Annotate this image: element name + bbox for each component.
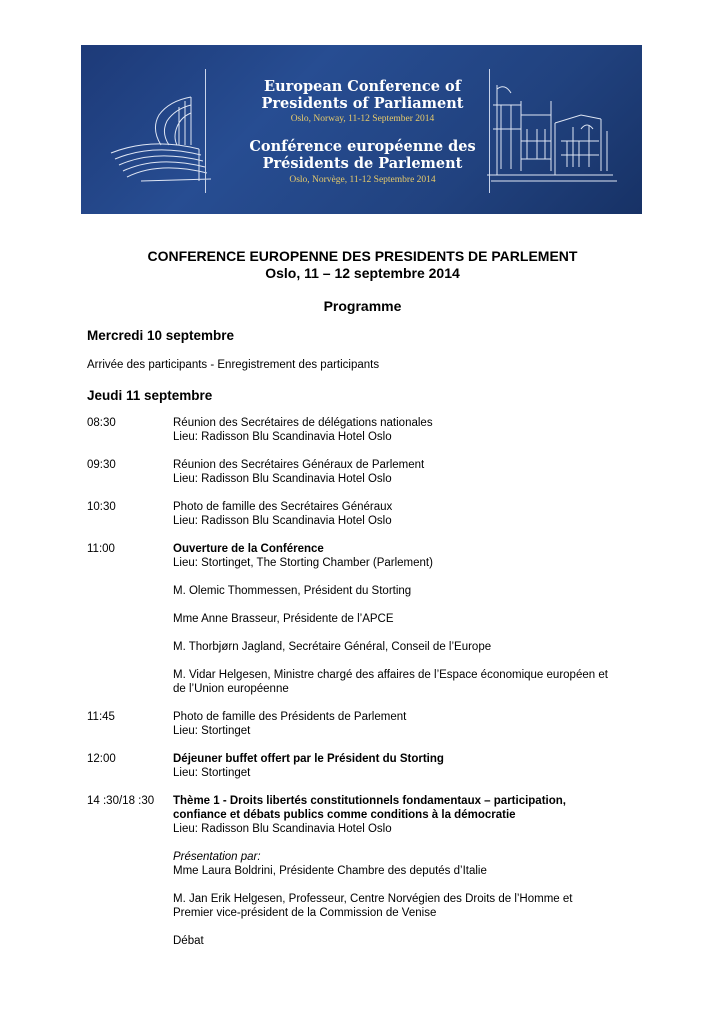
- session-time: 12:00: [87, 753, 116, 765]
- session-title: Réunion des Secrétaires Généraux de Parlement: [173, 459, 425, 471]
- session-time: 14 :30/18 :30: [87, 795, 155, 807]
- session-venue: Lieu: Radisson Blu Scandinavia Hotel Oslo: [173, 473, 392, 485]
- session-venue: Lieu: Stortinget: [173, 725, 251, 737]
- session-time: 11:45: [87, 711, 115, 723]
- speaker-line: Mme Anne Brasseur, Présidente de l’APCE: [173, 613, 394, 625]
- session-venue: Lieu: Stortinget, The Storting Chamber (Parlement): [173, 557, 433, 569]
- session-title: Ouverture de la Conférence: [173, 543, 324, 555]
- speaker-line: M. Olemic Thommessen, Président du Storting: [173, 585, 412, 597]
- storting-building-icon: [81, 45, 642, 214]
- speaker-line: M. Thorbjørn Jagland, Secrétaire Général, Conseil de l’Europe: [173, 641, 492, 653]
- speaker-line: de l’Union européenne: [173, 683, 289, 695]
- speaker-line: Premier vice-président de la Commission de Venise: [173, 907, 437, 919]
- session-venue: Lieu: Radisson Blu Scandinavia Hotel Oslo: [173, 431, 392, 443]
- speaker-line: M. Vidar Helgesen, Ministre chargé des affaires de l’Espace économique européen et: [173, 669, 608, 681]
- debate-line: Débat: [173, 935, 204, 947]
- banner-title-en-1: European Conference of: [264, 78, 461, 95]
- banner-title-fr-1: Conférence européenne des: [249, 138, 476, 155]
- session-venue: Lieu: Stortinget: [173, 767, 251, 779]
- speaker-line: M. Jan Erik Helgesen, Professeur, Centre Norvégien des Droits de l’Homme et: [173, 893, 573, 905]
- session-time: 09:30: [87, 459, 116, 471]
- session-title: Photo de famille des Présidents de Parlement: [173, 711, 407, 723]
- banner-subtitle-fr: Oslo, Norvège, 11-12 Septembre 2014: [289, 175, 436, 185]
- session-venue: Lieu: Radisson Blu Scandinavia Hotel Oslo: [173, 823, 392, 835]
- presentation-label: Présentation par:: [173, 851, 261, 863]
- session-title: Réunion des Secrétaires de délégations nationales: [173, 417, 433, 429]
- banner-subtitle-en: Oslo, Norway, 11-12 September 2014: [290, 114, 435, 124]
- day-heading-thursday: Jeudi 11 septembre: [87, 388, 213, 403]
- speaker-line: Mme Laura Boldrini, Présidente Chambre des deputés d’Italie: [173, 865, 487, 877]
- session-title: Déjeuner buffet offert par le Président du Storting: [173, 753, 444, 765]
- programme-heading: Programme: [323, 298, 402, 314]
- session-title: Thème 1 - Droits libertés constitutionnels fondamentaux – participation,: [173, 795, 566, 807]
- document-date: Oslo, 11 – 12 septembre 2014: [265, 265, 460, 281]
- banner-title-fr-2: Présidents de Parlement: [262, 155, 463, 172]
- day-heading-wednesday: Mercredi 10 septembre: [87, 328, 235, 343]
- session-time: 10:30: [87, 501, 116, 513]
- arrival-line: Arrivée des participants - Enregistrement des participants: [87, 359, 380, 371]
- session-time: 08:30: [87, 417, 116, 429]
- document-title: CONFERENCE EUROPENNE DES PRESIDENTS DE PARLEMENT: [147, 248, 578, 264]
- session-time: 11:00: [87, 543, 115, 555]
- banner-title-en-2: Presidents of Parliament: [261, 95, 464, 112]
- session-title: Photo de famille des Secrétaires Généraux: [173, 501, 393, 513]
- conference-banner: [81, 45, 642, 214]
- session-title-cont: confiance et débats publics comme conditions à la démocratie: [173, 809, 516, 821]
- session-venue: Lieu: Radisson Blu Scandinavia Hotel Oslo: [173, 515, 392, 527]
